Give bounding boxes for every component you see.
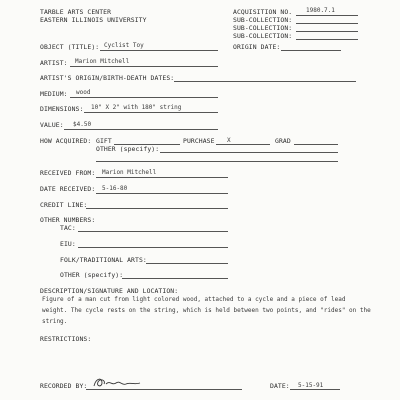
value-value: $4.50 (73, 121, 92, 128)
institution-name: TARBLE ARTS CENTER (40, 8, 112, 16)
acquisition-line (296, 15, 358, 16)
dimensions-line (84, 112, 218, 113)
eiu-line (78, 247, 228, 248)
dimensions-label: DIMENSIONS: (40, 105, 84, 113)
sub-collection-3-line (296, 39, 358, 40)
received-from-label: RECEIVED FROM: (40, 169, 96, 177)
how-acquired-label: HOW ACQUIRED: (40, 137, 92, 145)
purchase-label: PURCHASE (183, 137, 215, 145)
description-text: Figure of a man cut from light colored wood, attached to a cycle and a piece of lead weight. The cycle rests on the string, which is held between two points, and "rides" on the string. (42, 296, 371, 325)
date-received-line (96, 193, 228, 194)
folk-traditional-label: FOLK/TRADITIONAL ARTS: (60, 256, 147, 264)
origin-date-label: ORIGIN DATE: (233, 43, 281, 51)
recorded-by-label: RECORDED BY: (40, 382, 88, 390)
eiu-label: EIU: (60, 240, 76, 248)
object-title-value: Cyclist Toy (104, 42, 144, 49)
grad-line (294, 144, 338, 145)
date-received-label: DATE RECEIVED: (40, 185, 96, 193)
tac-line (78, 231, 228, 232)
gift-label: GIFT (96, 137, 112, 145)
object-title-line (100, 50, 218, 51)
sub-collection-2-label: SUB-COLLECTION: (233, 24, 293, 32)
medium-line (70, 97, 218, 98)
other-numbers-label: OTHER NUMBERS: (40, 216, 96, 224)
acquisition-value: 1980.7.1 (306, 7, 335, 14)
restrictions-label: RESTRICTIONS: (40, 335, 92, 343)
other-numbers-specify-label: OTHER (specify): (60, 271, 124, 279)
origin-date-line (281, 50, 341, 51)
sub-collection-1-line (296, 23, 358, 24)
purchase-value: X (227, 137, 231, 144)
value-line (64, 129, 218, 130)
sub-collection-2-line (296, 31, 358, 32)
other-specify-line (160, 152, 338, 153)
dimensions-value: 10" X 2" with 180" string (91, 104, 182, 111)
date-value: 5-15-91 (298, 382, 324, 389)
university-name: EASTERN ILLINOIS UNIVERSITY (40, 16, 147, 24)
received-from-value: Marion Mitchell (102, 169, 157, 176)
folk-traditional-line (146, 263, 228, 264)
recorder-signature-image (90, 374, 150, 390)
tac-label: TAC: (60, 224, 76, 232)
credit-line-label: CREDIT LINE: (40, 201, 88, 209)
date-received-value: 5-16-80 (102, 185, 128, 192)
description-label: DESCRIPTION/SIGNATURE AND LOCATION: (40, 287, 179, 295)
object-title-label: OBJECT (TITLE): (40, 43, 100, 51)
artist-origin-label: ARTIST'S ORIGIN/BIRTH-DEATH DATES: (40, 74, 175, 82)
artist-label: ARTIST: (40, 59, 68, 67)
acquisition-label: ACQUISITION NO. (233, 8, 293, 16)
sub-collection-1-label: SUB-COLLECTION: (233, 16, 293, 24)
recorded-by-line (86, 389, 242, 390)
artist-value: Marion Mitchell (75, 58, 130, 65)
received-from-line (96, 177, 228, 178)
artist-line (70, 66, 218, 67)
date-label: DATE: (270, 382, 290, 390)
other-specify-label: OTHER (specify): (96, 145, 160, 153)
sub-collection-3-label: SUB-COLLECTION: (233, 32, 293, 40)
medium-value: wood (76, 89, 91, 96)
other-numbers-specify-line (122, 278, 228, 279)
value-label: VALUE: (40, 121, 64, 129)
credit-line-line (86, 208, 228, 209)
artist-origin-line (174, 81, 356, 82)
grad-label: GRAD (275, 137, 291, 145)
date-line (290, 389, 340, 390)
medium-label: MEDIUM: (40, 90, 68, 98)
purchase-line (216, 144, 270, 145)
other-specify-line-2 (96, 161, 338, 162)
